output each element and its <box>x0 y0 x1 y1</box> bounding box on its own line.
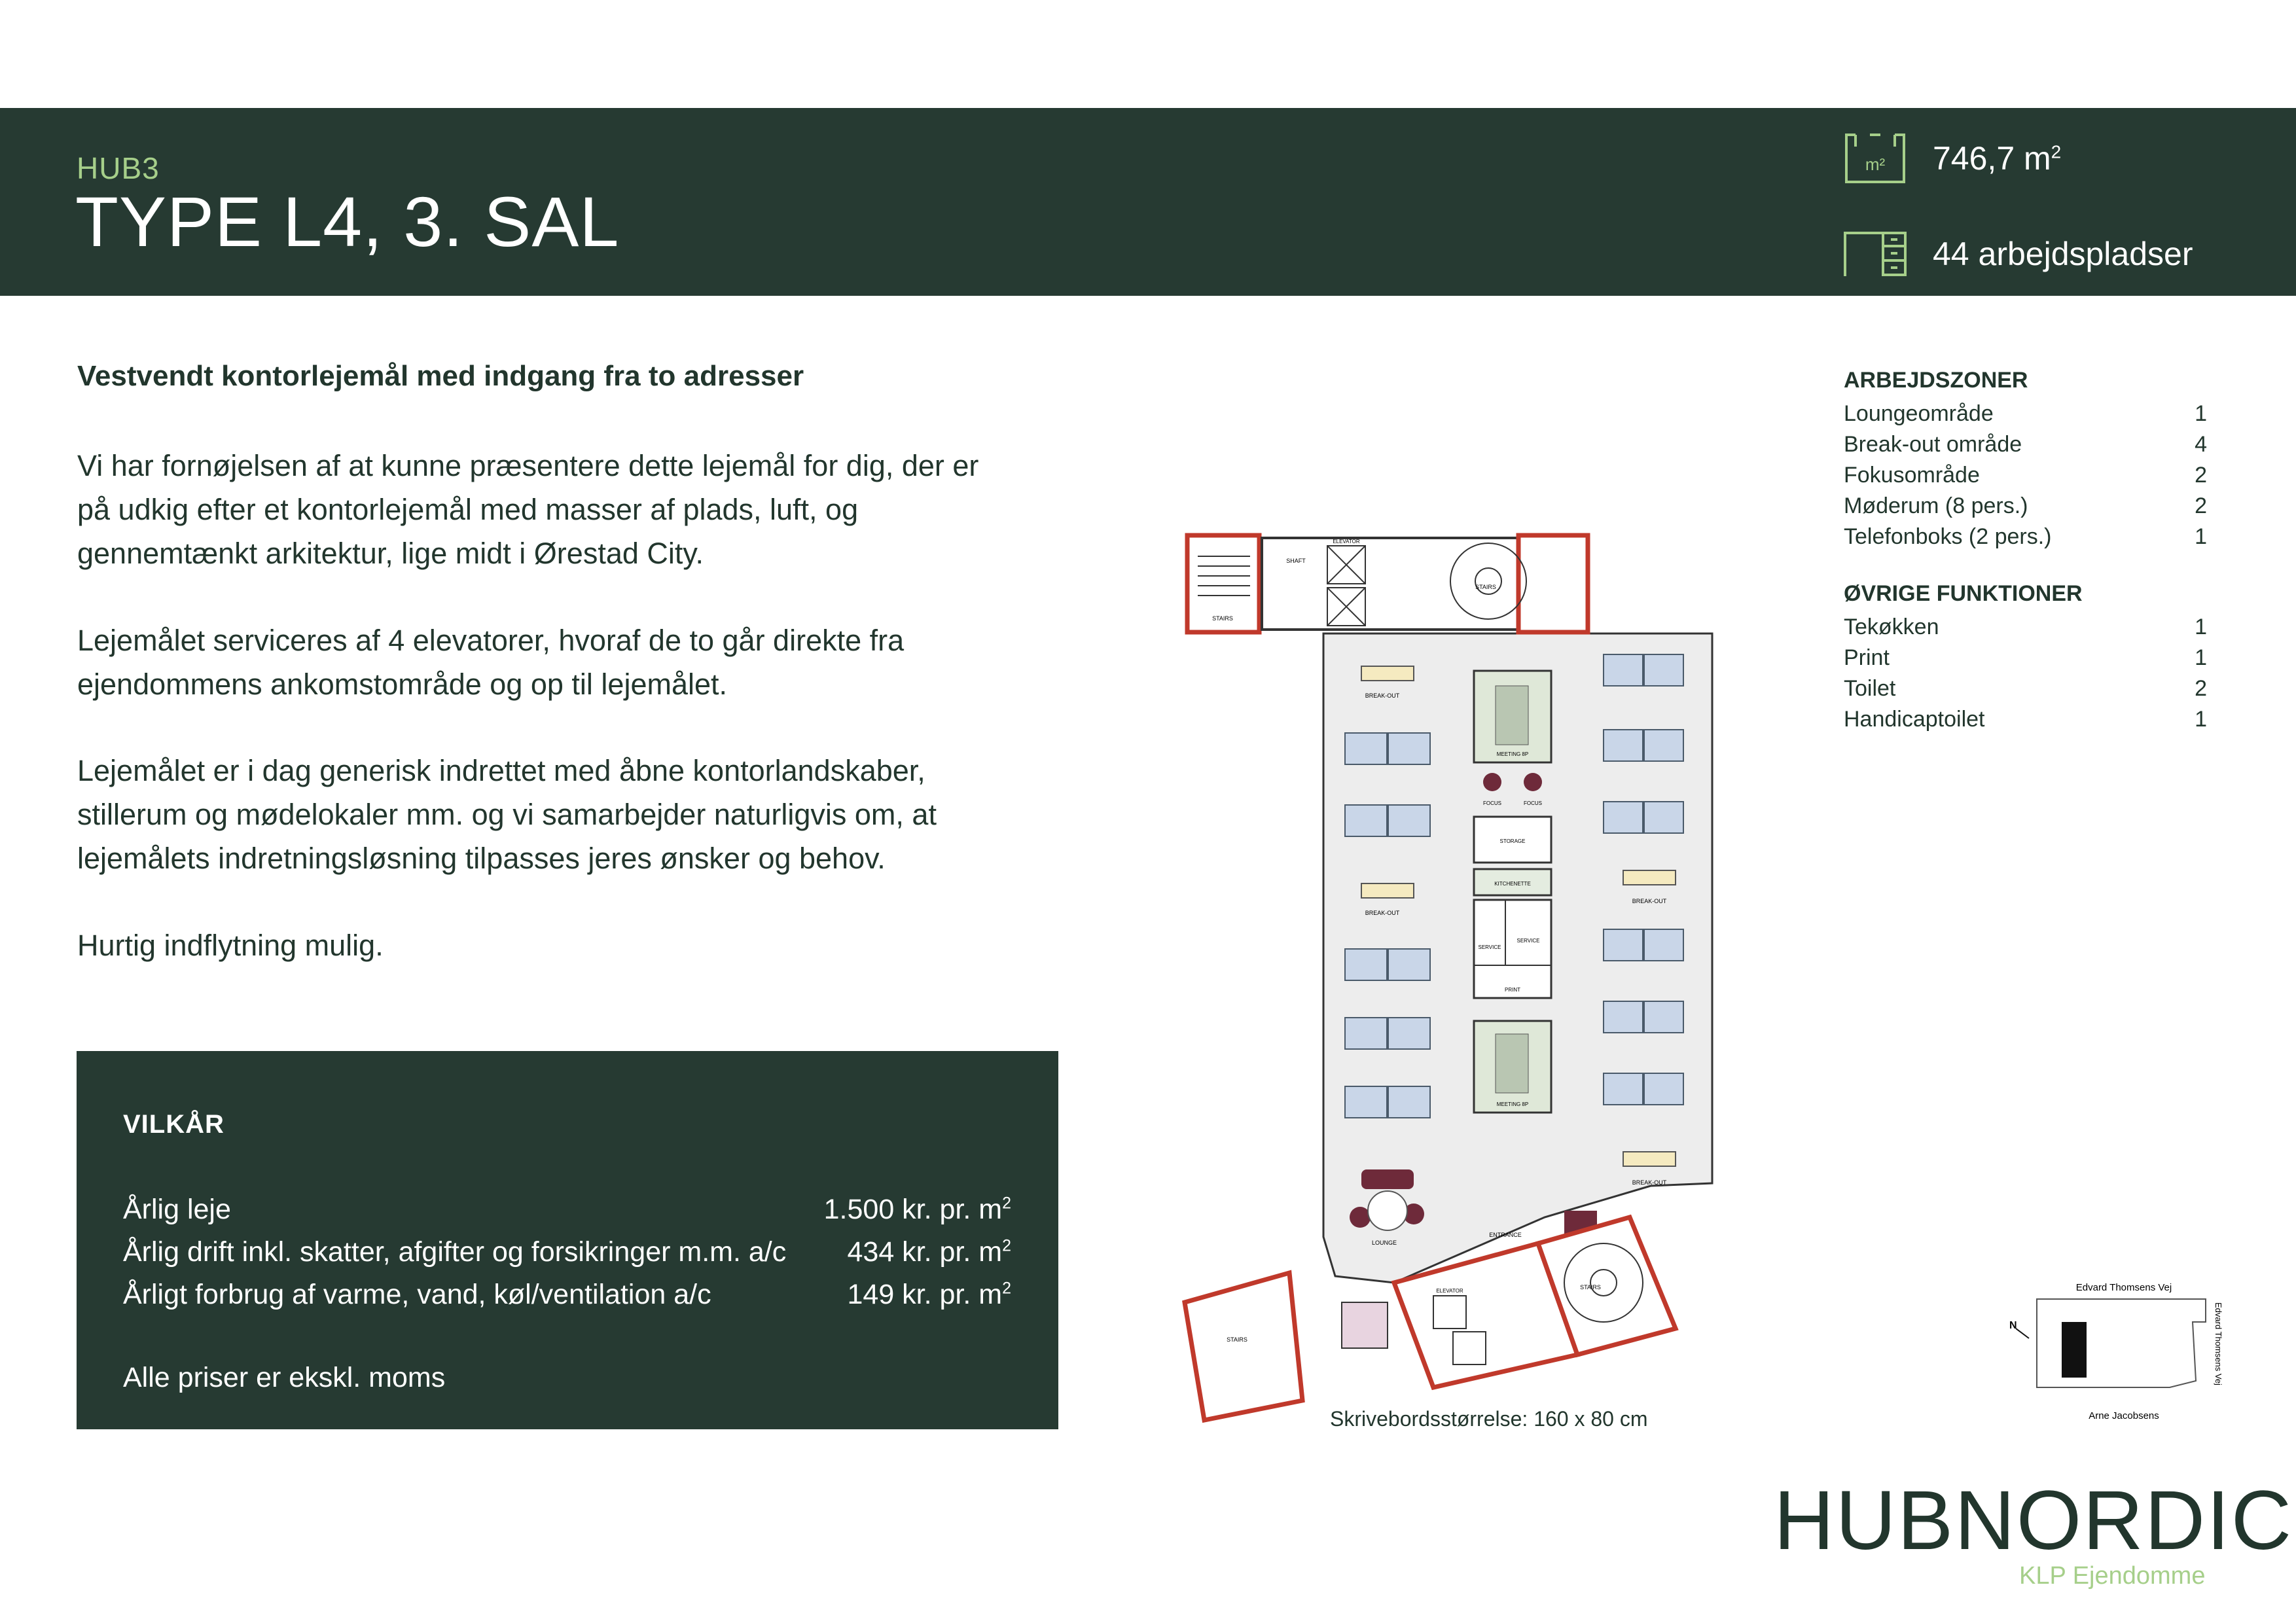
svg-text:SERVICE: SERVICE <box>1478 944 1501 950</box>
svg-text:MEETING 8P: MEETING 8P <box>1496 751 1529 757</box>
svg-text:LOUNGE: LOUNGE <box>1371 1240 1397 1246</box>
breakout-label: BREAK-OUT <box>1365 910 1400 916</box>
list-item: Telefonboks (2 pers.) 1 <box>1844 524 2207 549</box>
svg-text:STAIRS: STAIRS <box>1227 1336 1247 1343</box>
intro-paragraph: Hurtig indflytning mulig. <box>77 929 384 962</box>
list-item: Loungeområde 1 <box>1844 401 2207 426</box>
breakout-label: BREAK-OUT <box>1632 898 1667 904</box>
breakout-label: BREAK-OUT <box>1632 1179 1667 1186</box>
area-stat <box>1842 132 2061 185</box>
list-item: Break-out område 4 <box>1844 432 2207 457</box>
terms-note: Alle priser er ekskl. moms <box>123 1362 446 1393</box>
svg-text:STAIRS: STAIRS <box>1212 615 1233 622</box>
svg-text:STAIRS: STAIRS <box>1580 1284 1601 1291</box>
svg-text:STAIRS: STAIRS <box>1475 584 1496 590</box>
north-arrow: N <box>2009 1320 2017 1331</box>
logo-subtitle: KLP Ejendomme <box>2019 1562 2206 1590</box>
list-item: Fokusområde 2 <box>1844 463 2207 488</box>
site-keymap <box>1996 1276 2225 1433</box>
keymap-street-bottom: Arne Jacobsens <box>2089 1410 2159 1421</box>
desk-icon <box>1842 230 1908 277</box>
svg-text:MEETING 8P: MEETING 8P <box>1496 1101 1529 1107</box>
floor-plan <box>1172 517 1761 1433</box>
list-item: Print 1 <box>1844 645 2207 670</box>
terms-heading: VILKÅR <box>123 1110 224 1139</box>
svg-text:FOCUS: FOCUS <box>1483 800 1501 806</box>
svg-text:SERVICE: SERVICE <box>1516 938 1540 944</box>
list-item: Toilet 2 <box>1844 676 2207 701</box>
svg-text:FOCUS: FOCUS <box>1524 800 1542 806</box>
area-value: 746,7 $m^2$ <box>1933 140 2062 177</box>
terms-box <box>77 1051 1058 1429</box>
functions-heading: ØVRIGE FUNKTIONER <box>1844 581 2083 606</box>
svg-text:m²: m² <box>1865 154 1886 174</box>
list-item: Tekøkken 1 <box>1844 615 2207 639</box>
svg-text:PRINT: PRINT <box>1505 987 1520 993</box>
page-title: TYPE L4, 3. SAL <box>75 182 620 261</box>
intro-heading: Vestvendt kontorlejemål med indgang fra to adresser <box>77 360 804 392</box>
zones-heading: ARBEJDSZONER <box>1844 368 2028 393</box>
zones-panel <box>1844 368 2207 735</box>
svg-text:STORAGE: STORAGE <box>1499 838 1526 844</box>
building-name: HUB3 <box>77 151 160 185</box>
workplaces-stat <box>1842 228 2193 280</box>
central-core <box>1474 671 1551 1113</box>
keymap-street-top: Edvard Thomsens Vej <box>2075 1282 2172 1293</box>
svg-text:SHAFT: SHAFT <box>1286 558 1306 564</box>
terms-row: Årligt forbrug af varme, vand, køl/ventilation a/c 149 kr. pr. $m^2$ <box>123 1279 1011 1310</box>
keymap-street-right: Edvard Thomsens Vej <box>2214 1302 2223 1385</box>
intro-paragraph: Lejemålet serviceres af 4 elevatorer, hvoraf de to går direkte fra ejendommens ankomstområde og op til lejemålet. <box>77 624 905 701</box>
svg-text:ELEVATOR: ELEVATOR <box>1333 539 1360 544</box>
terms-row: Årlig drift inkl. skatter, afgifter og forsikringer m.m. a/c 434 kr. pr. $m^2$ <box>123 1236 1011 1268</box>
desk-size-caption: Skrivebordsstørrelse: 160 x 80 cm <box>1330 1407 1648 1431</box>
svg-text:KITCHENETTE: KITCHENETTE <box>1494 881 1531 887</box>
workplaces-value: 44 arbejdspladser <box>1933 236 2193 272</box>
top-core <box>1187 535 1588 632</box>
intro-paragraph: Lejemålet er i dag generisk indrettet med åbne kontorlandskaber, stillerum og mødelokaler mm. og vi samarbejder naturligvis om, at lejemålets indretningsløsning tilpasses jeres ønsker og behov. <box>77 754 937 875</box>
hubnordic-logo: HUBNORDIC <box>1774 1474 2293 1567</box>
intro-paragraph: Vi har fornøjelsen af at kunne præsentere dette lejemål for dig, der er på udkig efter et kontorlejemål med masser af plads, luft, og gennemtænkt arkitektur, lige midt i Ørestad City. <box>77 449 979 570</box>
svg-text:ELEVATOR: ELEVATOR <box>1436 1288 1463 1294</box>
area-icon <box>1842 131 1908 186</box>
breakout-label: BREAK-OUT <box>1365 692 1400 699</box>
list-item: Møderum (8 pers.) 2 <box>1844 493 2207 518</box>
terms-row: Årlig leje 1.500 kr. pr. $m^2$ <box>123 1194 1011 1225</box>
list-item: Handicaptoilet 1 <box>1844 707 2207 732</box>
svg-text:ENTRANCE: ENTRANCE <box>1489 1232 1522 1238</box>
